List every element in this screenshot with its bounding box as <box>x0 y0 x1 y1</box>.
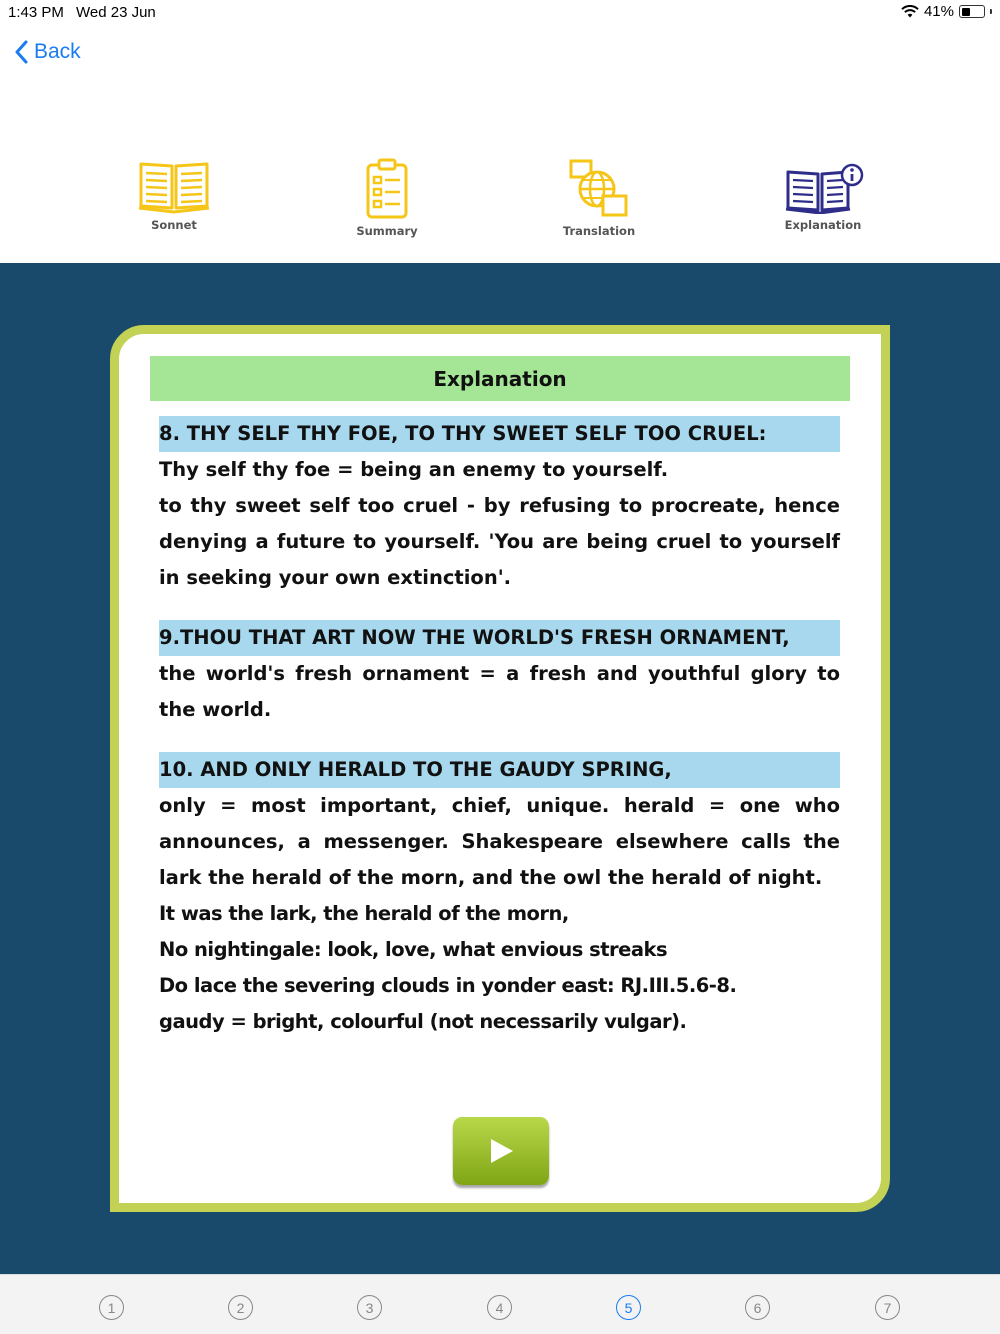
card-title: Explanation <box>150 356 850 401</box>
explanation-section <box>159 752 840 1040</box>
page-navigation <box>0 1274 1000 1334</box>
tab-summary-label: Summary <box>356 224 418 238</box>
page-button-5[interactable]: 5 <box>616 1295 641 1320</box>
status-bar <box>0 0 1000 24</box>
page-button-3[interactable]: 3 <box>357 1295 382 1320</box>
section-text: the world's fresh ornament = a fresh and youthful glory to the world. <box>159 662 840 721</box>
section-heading: 8. THY SELF THY FOE, TO THY SWEET SELF TOO CRUEL: <box>159 416 840 452</box>
section-tabs <box>0 150 1000 250</box>
tab-translation[interactable] <box>559 158 639 238</box>
section-text: Thy self thy foe = being an enemy to yourself. <box>159 458 669 481</box>
section-heading: 9.THOU THAT ART NOW THE WORLD'S FRESH ORNAMENT, <box>159 620 840 656</box>
book-icon <box>137 160 211 214</box>
tab-translation-label: Translation <box>562 224 636 238</box>
back-label: Back <box>34 40 81 63</box>
explanation-content <box>159 416 840 1064</box>
section-heading: 10. AND ONLY HERALD TO THE GAUDY SPRING, <box>159 752 840 788</box>
page-button-6[interactable]: 6 <box>745 1295 770 1320</box>
page-button-2[interactable]: 2 <box>228 1295 253 1320</box>
page-button-4[interactable]: 4 <box>487 1295 512 1320</box>
status-time: 1:43 PM <box>8 4 64 21</box>
content-area <box>0 263 1000 1274</box>
tab-summary[interactable] <box>347 158 427 238</box>
play-button[interactable] <box>453 1117 549 1185</box>
battery-percent: 41% <box>923 3 954 20</box>
section-text: gaudy = bright, colourful (not necessarily vulgar). <box>159 1010 687 1033</box>
status-indicators <box>901 3 992 20</box>
page-button-1[interactable]: 1 <box>99 1295 124 1320</box>
section-text: only = most important, chief, unique. herald = one who announces, a messenger. Shakespeare elsewhere calls the lark the herald of the morn, and the owl the herald of night. <box>159 794 840 889</box>
battery-cap <box>990 9 992 14</box>
section-body <box>159 656 840 728</box>
translation-globe-icon <box>568 158 630 220</box>
back-button[interactable] <box>14 40 81 64</box>
tab-explanation[interactable] <box>778 162 868 232</box>
battery-icon <box>959 5 985 18</box>
clipboard-icon <box>365 158 409 220</box>
explanation-section <box>159 620 840 728</box>
section-text: to thy sweet self too cruel - by refusing to procreate, hence denying a future to yourself. 'You are being cruel to yourself in seeking your own extinction'. <box>159 494 840 589</box>
book-info-icon <box>782 162 864 214</box>
section-text: It was the lark, the herald of the morn, <box>159 902 569 925</box>
status-date: Wed 23 Jun <box>76 4 156 21</box>
wifi-icon <box>901 5 919 18</box>
page-button-7[interactable]: 7 <box>875 1295 900 1320</box>
section-body <box>159 788 840 1040</box>
explanation-card <box>110 325 890 1212</box>
section-text: No nightingale: look, love, what envious streaks <box>159 938 668 961</box>
play-icon <box>486 1136 516 1166</box>
tab-sonnet[interactable] <box>134 160 214 232</box>
explanation-section <box>159 416 840 596</box>
tab-explanation-label: Explanation <box>784 218 862 232</box>
chevron-left-icon <box>14 40 28 64</box>
battery-fill <box>962 8 970 16</box>
tab-sonnet-label: Sonnet <box>151 218 197 232</box>
section-body <box>159 452 840 596</box>
section-text: Do lace the severing clouds in yonder east: RJ.III.5.6-8. <box>159 974 737 997</box>
